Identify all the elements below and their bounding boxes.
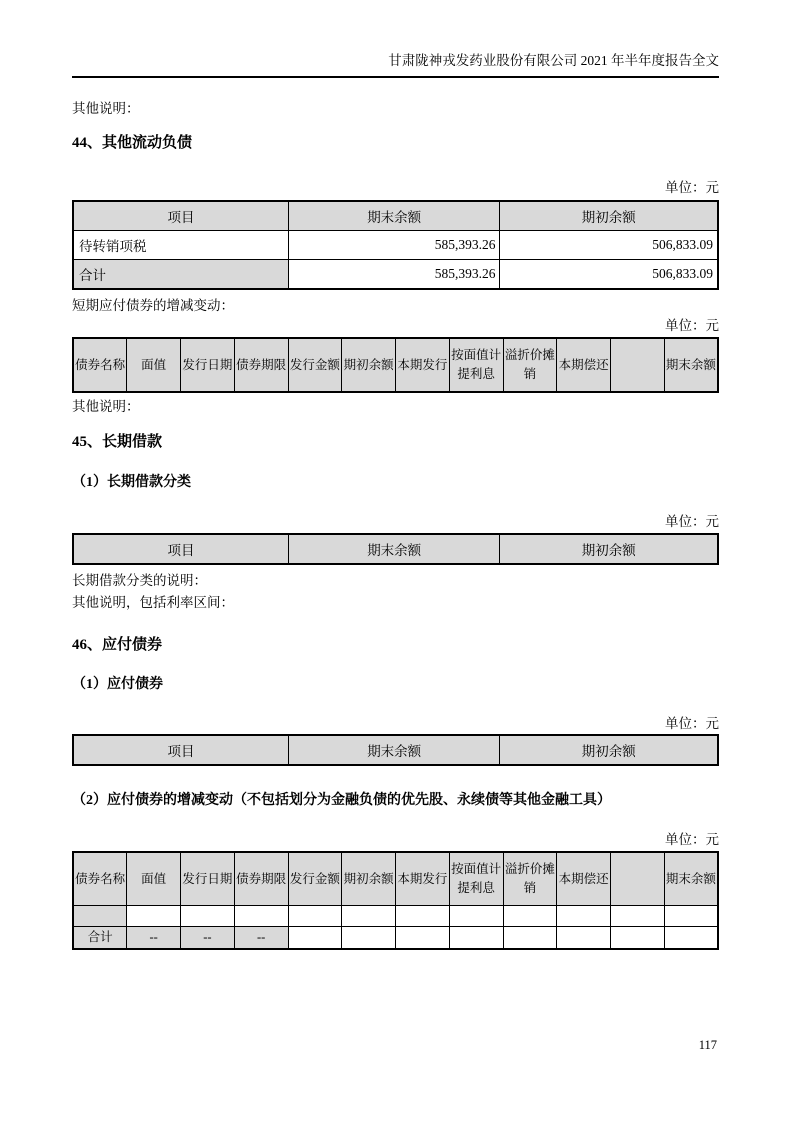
- unit-label-5: 单位：元: [665, 832, 719, 847]
- bond-header-interest: 按面值计提利息: [449, 338, 503, 392]
- bond-header-interest: 按面值计提利息: [449, 852, 503, 906]
- table-total-row: [73, 260, 718, 290]
- bond-header-name: 债券名称: [73, 852, 127, 906]
- section-45-title: 45、长期借款: [72, 434, 163, 450]
- table-header-row: [73, 735, 718, 765]
- other-note-top: 其他说明：: [72, 101, 140, 116]
- empty-cell: [396, 927, 450, 950]
- empty-cell: [288, 927, 342, 950]
- header-cell-ending: 期末余额: [288, 534, 500, 564]
- bond-total-row: [73, 927, 718, 950]
- empty-cell: [611, 906, 665, 927]
- bond-header-amortization: 溢折价摊销: [503, 852, 557, 906]
- empty-cell: [664, 927, 718, 950]
- bond-table-header-row: [73, 338, 718, 392]
- unit-label-1: 单位：元: [665, 180, 719, 195]
- bond-header-issued: 本期发行: [396, 852, 450, 906]
- empty-cell: [557, 927, 611, 950]
- total-cell-dash: --: [234, 927, 288, 950]
- bond-header-name: 债券名称: [73, 338, 127, 392]
- bond-header-empty: [611, 338, 665, 392]
- empty-cell: [557, 906, 611, 927]
- total-cell-dash: --: [127, 927, 181, 950]
- bond-header-amortization: 溢折价摊销: [503, 338, 557, 392]
- table-row: [73, 231, 718, 260]
- long-term-loan-other-note: 其他说明，包括利率区间：: [72, 595, 234, 610]
- header-cell-beginning: 期初余额: [500, 201, 718, 231]
- empty-cell: [396, 906, 450, 927]
- bond-header-ending: 期末余额: [664, 852, 718, 906]
- total-row-label: 合计: [73, 927, 127, 950]
- section-44-title: 44、其他流动负债: [72, 135, 193, 151]
- header-cell-item: 项目: [73, 201, 288, 231]
- page-content: [72, 0, 719, 950]
- bond-empty-row: [73, 906, 718, 927]
- bond-header-ending: 期末余额: [664, 338, 718, 392]
- bond-header-repaid: 本期偿还: [557, 852, 611, 906]
- short-term-bond-change-table: [72, 337, 719, 393]
- other-current-liabilities-table: [72, 200, 719, 290]
- document-header: [72, 0, 719, 78]
- header-cell-beginning: 期初余额: [500, 534, 718, 564]
- bond-header-issuedate: 发行日期: [181, 852, 235, 906]
- header-cell-item: 项目: [73, 534, 288, 564]
- bond-header-beginning: 期初余额: [342, 852, 396, 906]
- empty-cell: [611, 927, 665, 950]
- unit-label-4: 单位：元: [665, 716, 719, 731]
- header-cell-ending: 期末余额: [288, 201, 500, 231]
- page-number: 117: [698, 1038, 717, 1052]
- unit-label-3: 单位：元: [665, 514, 719, 529]
- bond-header-term: 债券期限: [234, 338, 288, 392]
- row-ending-value: 585,393.26: [288, 231, 500, 260]
- empty-cell: [449, 927, 503, 950]
- empty-cell: [73, 906, 127, 927]
- total-row-label: 合计: [73, 260, 288, 290]
- total-beginning-value: 506,833.09: [500, 260, 718, 290]
- bond-table-header-row: [73, 852, 718, 906]
- header-cell-item: 项目: [73, 735, 288, 765]
- bond-header-issuedate: 发行日期: [181, 338, 235, 392]
- bond-header-term: 债券期限: [234, 852, 288, 906]
- row-item-label: 待转销项税: [73, 231, 288, 260]
- empty-cell: [503, 906, 557, 927]
- total-ending-value: 585,393.26: [288, 260, 500, 290]
- section-45-sub1-title: （1）长期借款分类: [72, 475, 191, 490]
- empty-cell: [342, 927, 396, 950]
- bond-header-beginning: 期初余额: [342, 338, 396, 392]
- section-46-sub1-title: （1）应付债券: [72, 677, 163, 692]
- bond-header-empty: [611, 852, 665, 906]
- long-term-loan-table: [72, 533, 719, 565]
- header-cell-beginning: 期初余额: [500, 735, 718, 765]
- long-term-loan-note: 长期借款分类的说明：: [72, 573, 207, 588]
- bond-header-repaid: 本期偿还: [557, 338, 611, 392]
- table-header-row: [73, 534, 718, 564]
- short-term-bond-change-label: 短期应付债券的增减变动：: [72, 298, 234, 313]
- empty-cell: [449, 906, 503, 927]
- total-cell-dash: --: [181, 927, 235, 950]
- bond-header-issued: 本期发行: [396, 338, 450, 392]
- table-header-row: [73, 201, 718, 231]
- row-beginning-value: 506,833.09: [500, 231, 718, 260]
- empty-cell: [664, 906, 718, 927]
- empty-cell: [288, 906, 342, 927]
- bonds-payable-table: [72, 734, 719, 766]
- other-note-after-bonds: 其他说明：: [72, 399, 140, 414]
- empty-cell: [127, 906, 181, 927]
- document-header-title: 甘肃陇神戎发药业股份有限公司 2021 年半年度报告全文: [388, 53, 719, 68]
- bonds-payable-change-table: [72, 851, 719, 950]
- empty-cell: [342, 906, 396, 927]
- unit-label-2: 单位：元: [665, 318, 719, 333]
- section-46-title: 46、应付债券: [72, 637, 163, 653]
- empty-cell: [503, 927, 557, 950]
- bond-header-facevalue: 面值: [127, 852, 181, 906]
- section-46-sub2-title: （2）应付债券的增减变动（不包括划分为金融负债的优先股、永续债等其他金融工具）: [72, 793, 611, 808]
- bond-header-issueamount: 发行金额: [288, 338, 342, 392]
- bond-header-issueamount: 发行金额: [288, 852, 342, 906]
- header-cell-ending: 期末余额: [288, 735, 500, 765]
- bond-header-facevalue: 面值: [127, 338, 181, 392]
- empty-cell: [234, 906, 288, 927]
- empty-cell: [181, 906, 235, 927]
